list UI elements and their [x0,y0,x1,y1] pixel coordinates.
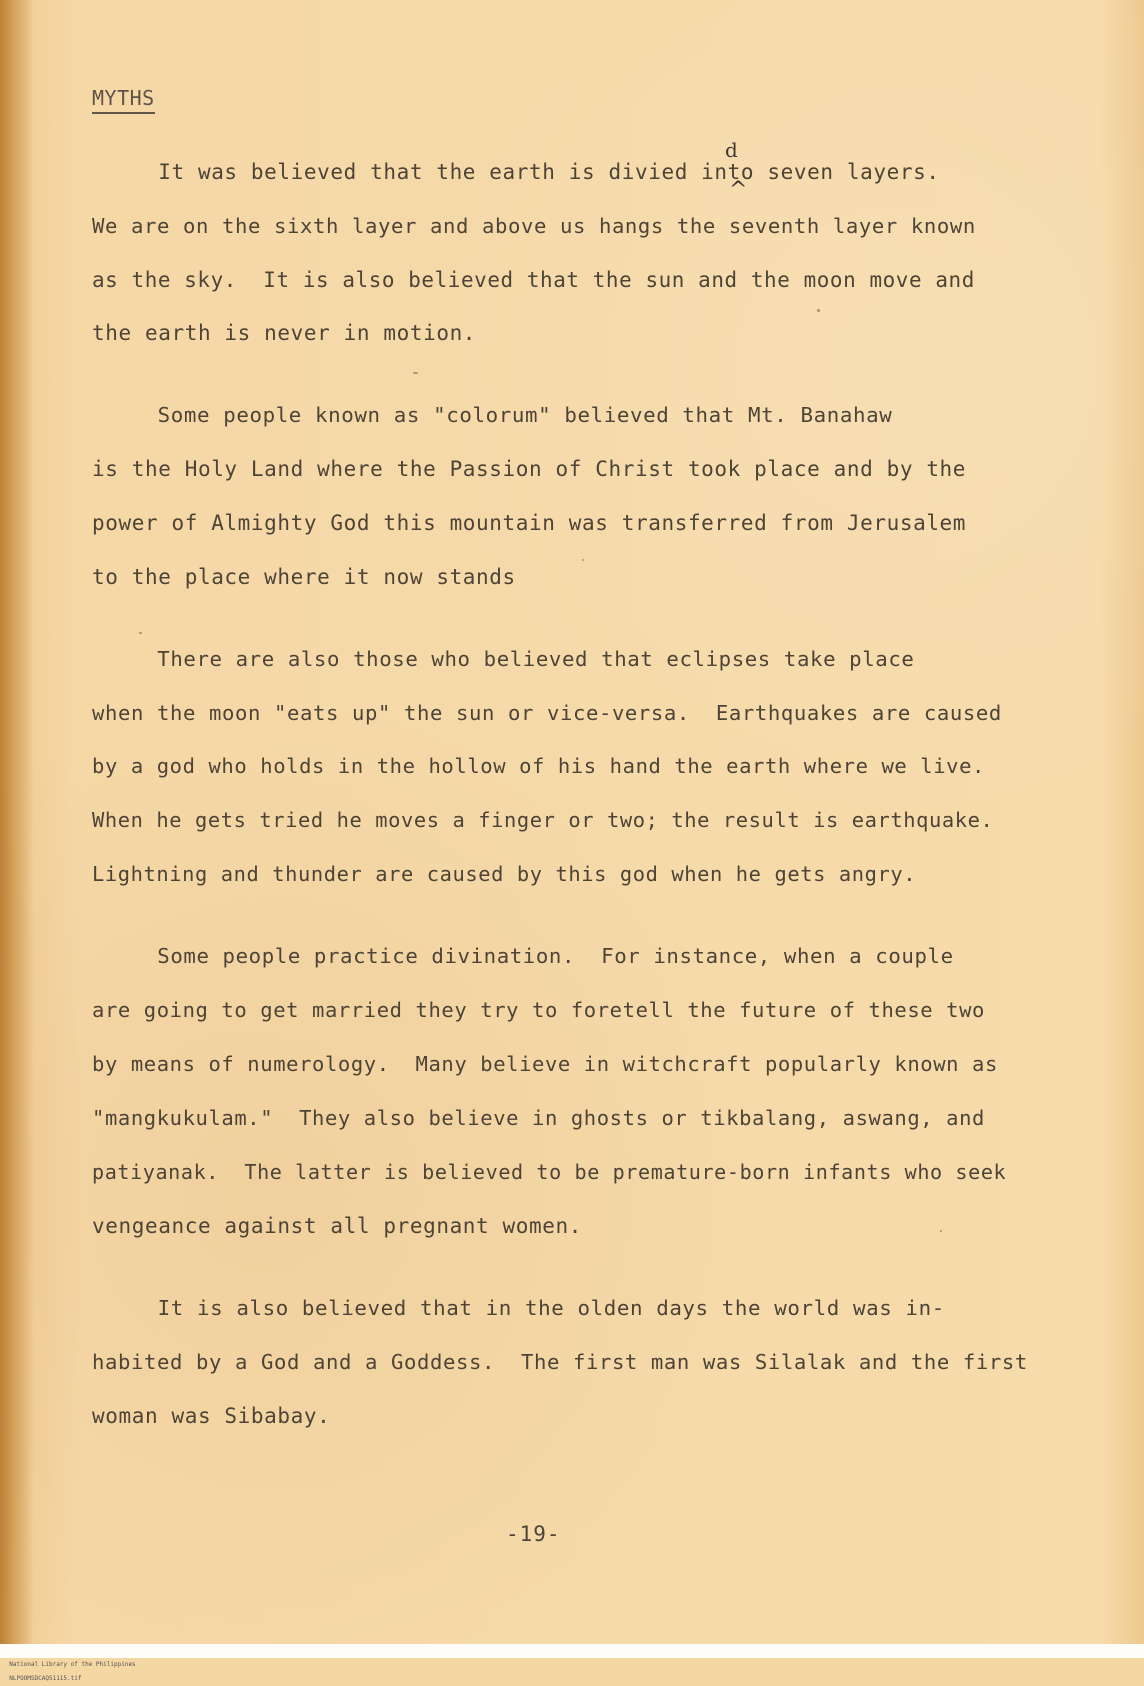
page-number: -19- [506,1522,561,1546]
text-line: by a god who holds in the hollow of his hand the earth where we live. [92,754,986,778]
insertion-caret: ^ [729,178,748,203]
text-line: When he gets tried he moves a finger or two; the result is earthquake. [92,808,994,832]
scan-footer [0,1644,1144,1682]
text-line: Lightning and thunder are caused by this god when he gets angry. [92,862,917,886]
text-line: when the moon "eats up" the sun or vice-versa. Earthquakes are caused [92,701,1002,725]
text-line: to the place where it now stands [92,565,516,589]
file-name: NLPOOMSDCAQ51115.tif [9,1675,82,1682]
text-line: vengeance against all pregnant women. [92,1214,582,1238]
paper-speck [413,372,418,374]
text-line: is the Holy Land where the Passion of Christ took place and by the [92,457,967,481]
text-line: Some people known as "colorum" believed that Mt. Banahaw [92,403,893,427]
text-line: habited by a God and a Goddess. The first man was Silalak and the first [92,1350,1028,1374]
text-line: "mangkukulam." They also believe in ghosts or tikbalang, aswang, and [92,1106,986,1130]
text-line: the earth is never in motion. [92,321,477,345]
text-line: by means of numerology. Many believe in witchcraft popularly known as [92,1052,998,1076]
paper-speck [582,559,584,561]
text-line: We are on the sixth layer and above us hangs the seventh layer known [92,214,976,238]
text-line: woman was Sibabay. [92,1404,331,1428]
library-name: National Library of the Philippines [9,1661,136,1668]
text-line: It is also believed that in the olden days the world was in- [92,1296,945,1320]
paper-speck [940,1230,942,1232]
text-line: power of Almighty God this mountain was transferred from Jerusalem [92,511,967,535]
text-line: as the sky. It is also believed that the sun and the moon move and [92,268,975,292]
paper-speck [817,309,820,312]
paper-speck [139,632,142,634]
text-line: patiyanak. The latter is believed to be premature-born infants who seek [92,1160,1007,1184]
section-heading: MYTHS [92,88,155,114]
page-edge-shadow [0,0,34,1658]
handwritten-insertion: d [725,138,738,162]
text-line: There are also those who believed that eclipses take place [92,647,915,671]
text-line: Some people practice divination. For instance, when a couple [92,944,954,968]
text-line: It was believed that the earth is divied into seven layers. [92,160,940,184]
text-line: are going to get married they try to foretell the future of these two [92,998,986,1022]
